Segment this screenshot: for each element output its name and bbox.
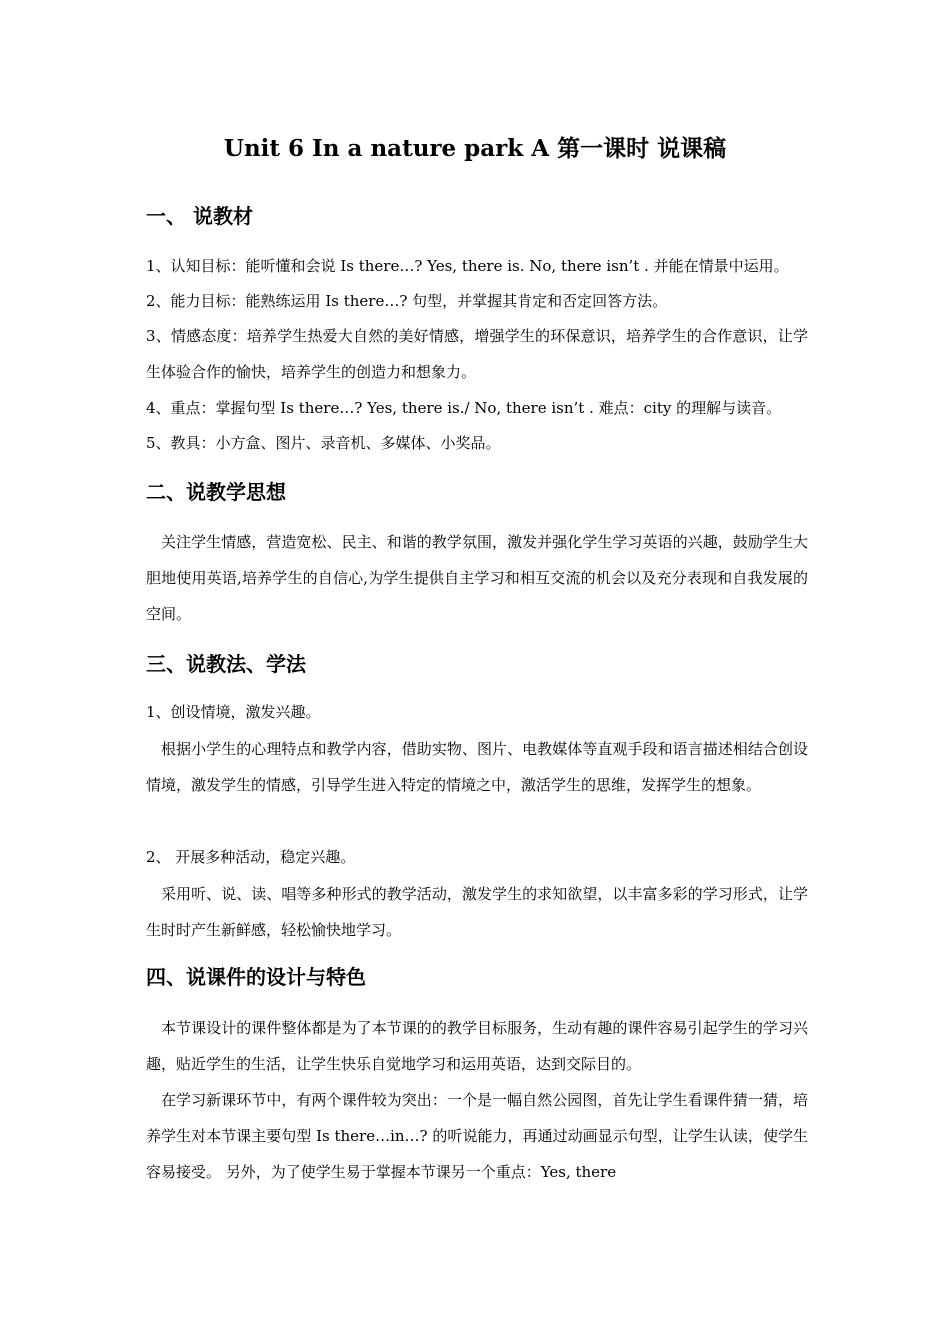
paragraph-method-1-title: 1、创设情境，激发兴趣。 <box>146 703 321 721</box>
section-heading-methods: 三、说教法、学法 <box>146 652 306 676</box>
paragraph-ability-goal: 2、能力目标：能熟练运用 Is there…? 句型，并掌握其肯定和否定回答方法。 <box>146 292 668 310</box>
paragraph-method-2-body: 采用听、说、读、唱等多种形式的教学活动，激发学生的求知欲望，以丰富多彩的学习形式，让学生时时产生新鲜感，轻松愉快地学习。 <box>146 885 808 939</box>
section-heading-courseware: 四、说课件的设计与特色 <box>146 965 366 989</box>
paragraph-method-2-title: 2、 开展多种活动，稳定兴趣。 <box>146 848 356 866</box>
paragraph-method-1-body: 根据小学生的心理特点和教学内容，借助实物、图片、电教媒体等直观手段和语言描述相结合创设情境，激发学生的情感，引导学生进入特定的情境之中，激活学生的思维，发挥学生的想象。 <box>146 740 808 794</box>
paragraph-courseware-2: 在学习新课环节中，有两个课件较为突出：一个是一幅自然公园图，首先让学生看课件猜一猜，培养学生对本节课主要句型 Is there…in…? 的听说能力，再通过动画显示句型，让学生认读，使学生容易接受。 另外，为了使学生易于掌握本节课另一个重点：Yes, there <box>146 1091 808 1181</box>
paragraph-courseware-1: 本节课设计的课件整体都是为了本节课的的教学目标服务，生动有趣的课件容易引起学生的学习兴趣，贴近学生的生活，让学生快乐自觉地学习和运用英语，达到交际目的。 <box>146 1019 808 1073</box>
section-heading-textbook: 一、 说教材 <box>146 204 253 228</box>
section-heading-teaching-thought: 二、说教学思想 <box>146 480 286 504</box>
paragraph-key-points: 4、重点：掌握句型 Is there…? Yes, there is./ No, there isn’t . 难点：city 的理解与读音。 <box>146 399 782 417</box>
paragraph-teaching-thought: 关注学生情感，营造宽松、民主、和谐的教学氛围，激发并强化学生学习英语的兴趣，鼓励学生大胆地使用英语,培养学生的自信心,为学生提供自主学习和相互交流的机会以及充分表现和自我发展的空间。 <box>146 533 808 623</box>
document-title: Unit 6 In a nature park A 第一课时 说课稿 <box>223 135 727 162</box>
paragraph-emotion-goal: 3、情感态度：培养学生热爱大自然的美好情感，增强学生的环保意识，培养学生的合作意识，让学生体验合作的愉快，培养学生的创造力和想象力。 <box>146 327 808 381</box>
paragraph-teaching-aids: 5、教具：小方盒、图片、录音机、多媒体、小奖品。 <box>146 434 501 452</box>
paragraph-cognitive-goal: 1、认知目标：能听懂和会说 Is there…? Yes, there is. No, there isn’t . 并能在情景中运用。 <box>146 257 789 275</box>
